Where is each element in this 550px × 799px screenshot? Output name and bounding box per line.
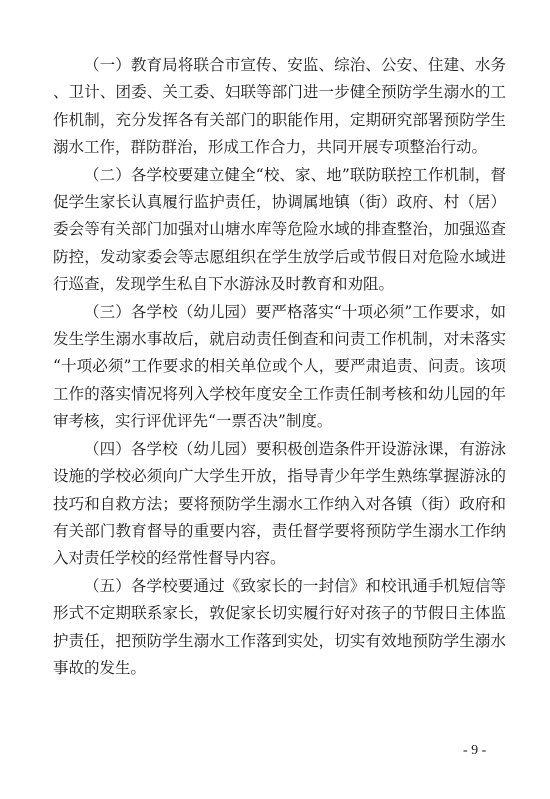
document-body bbox=[53, 52, 506, 682]
paragraph-1: （一）教育局将联合市宣传、安监、综治、公安、住建、水务、卫计、团委、关工委、妇联等部门进一步健全预防学生溺水的工作机制，充分发挥各有关部门的职能作用，定期研究部署预防学生溺水工作，群防群治，形成工作合力，共同开展专项整治行动。 bbox=[53, 56, 506, 157]
page-number: - 9 - bbox=[463, 743, 487, 758]
paragraph-5: （五）各学校要通过《致家长的一封信》和校讯通手机短信等形式不定期联系家长，敦促家长切实履行好对孩子的节假日主体监护责任，把预防学生溺水工作落到实处，切实有效地预防学生溺水事故的发生。 bbox=[53, 576, 506, 677]
paragraph-4: （四）各学校（幼儿园）要积极创造条件开设游泳课，有游泳设施的学校必须向广大学生开放，指导青少年学生熟练掌握游泳的技巧和自救方法；要将预防学生溺水工作纳入对各镇（街）政府和有关部门教育督导的重要内容，责任督学要将预防学生溺水工作纳入对责任学校的经常性督导内容。 bbox=[53, 439, 506, 568]
paragraph-3: （三）各学校（幼儿园）要严格落实“十项必须”工作要求，如发生学生溺水事故后，就启动责任倒查和问责工作机制，对未落实“十项必须”工作要求的相关单位或个人，要严肃追责、问责。该项工作的落实情况将列入学校年度安全工作责任制考核和幼儿园的年审考核，实行评优评先“一票否决”制度。 bbox=[53, 302, 506, 431]
paragraph-2: （二）各学校要建立健全“校、家、地”联防联控工作机制，督促学生家长认真履行监护责任，协调属地镇（街）政府、村（居）委会等有关部门加强对山塘水库等危险水域的排查整治，加强巡查防控，发动家委会等志愿组织在学生放学后或节假日对危险水域进行巡查，发现学生私自下水游泳及时教育和劝阻。 bbox=[53, 165, 506, 294]
